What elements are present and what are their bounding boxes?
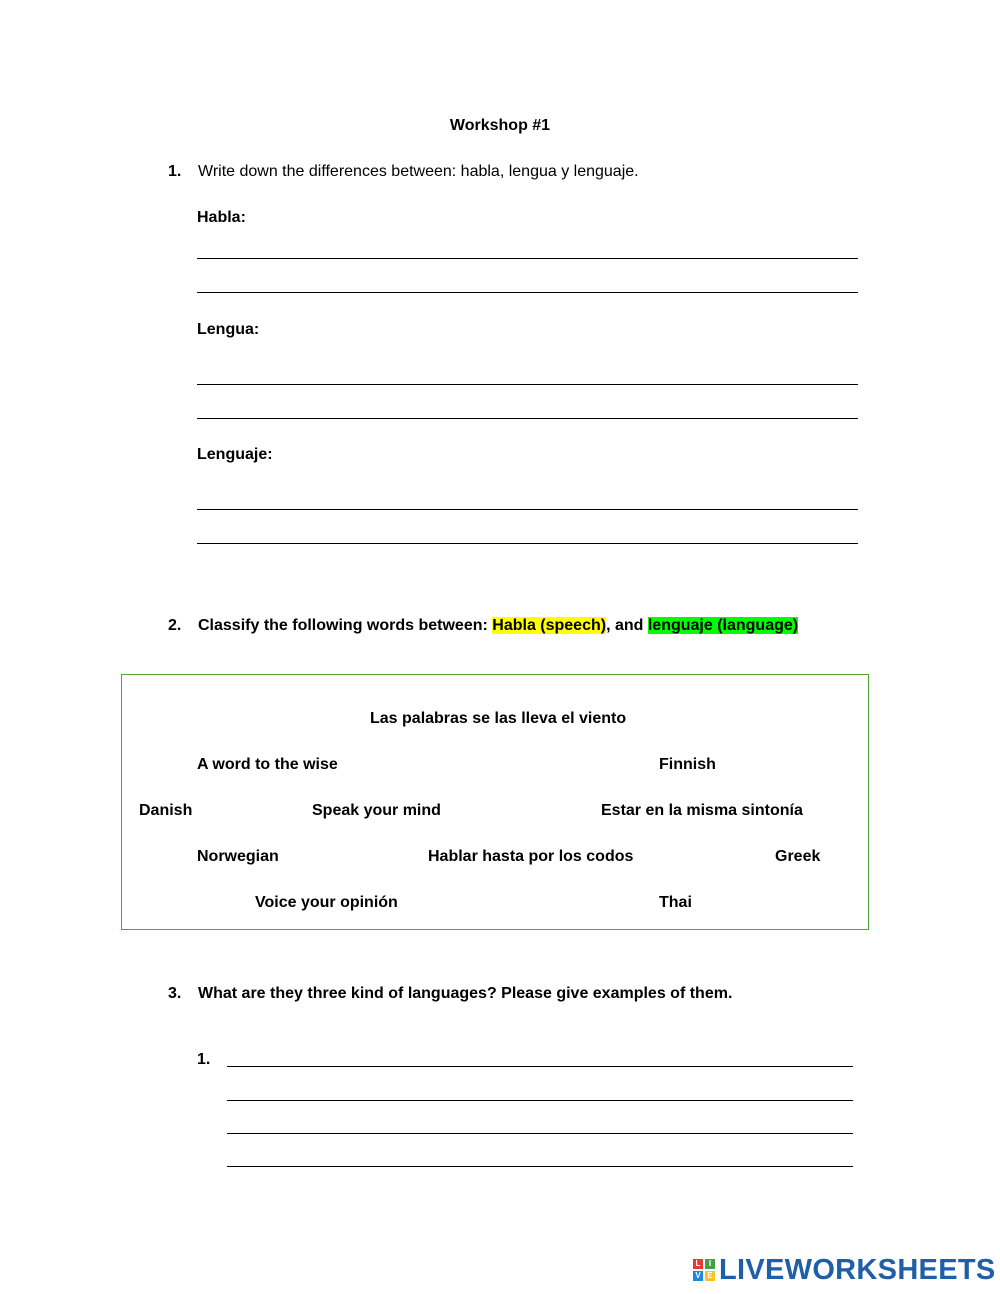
answer-line[interactable] bbox=[197, 258, 858, 259]
word-item[interactable]: Greek bbox=[775, 848, 821, 865]
label-lenguaje: Lenguaje: bbox=[197, 446, 273, 463]
question-2 bbox=[168, 617, 799, 635]
word-item[interactable]: Hablar hasta por los codos bbox=[428, 848, 634, 865]
sub-number: 1. bbox=[197, 1051, 211, 1068]
question-number: 1. bbox=[168, 163, 182, 180]
liveworksheets-logo bbox=[693, 1252, 996, 1288]
word-item[interactable]: Thai bbox=[659, 894, 692, 911]
word-item[interactable]: Las palabras se las lleva el viento bbox=[370, 710, 627, 727]
answer-line[interactable] bbox=[197, 509, 858, 510]
answer-line[interactable] bbox=[197, 292, 858, 293]
highlight-lenguaje: lenguaje (language) bbox=[647, 617, 799, 634]
page-title: Workshop #1 bbox=[449, 117, 551, 134]
word-item[interactable]: Finnish bbox=[659, 756, 716, 773]
question-1 bbox=[168, 163, 639, 181]
question-number: 2. bbox=[168, 617, 182, 634]
label-lengua: Lengua: bbox=[197, 321, 260, 338]
question-text bbox=[198, 617, 798, 635]
question-text: What are they three kind of languages? Please give examples of them. bbox=[198, 985, 733, 1002]
word-item[interactable]: Speak your mind bbox=[312, 802, 441, 819]
question-text-start: Classify the following words between: bbox=[198, 617, 493, 634]
word-item[interactable]: Estar en la misma sintonía bbox=[601, 802, 803, 819]
answer-line[interactable] bbox=[227, 1133, 853, 1134]
answer-line[interactable] bbox=[197, 418, 858, 419]
word-item[interactable]: A word to the wise bbox=[197, 756, 338, 773]
word-item[interactable]: Voice your opinión bbox=[255, 894, 398, 911]
word-item[interactable]: Danish bbox=[139, 802, 193, 819]
word-item[interactable]: Norwegian bbox=[197, 848, 279, 865]
label-habla: Habla: bbox=[197, 209, 246, 226]
logo-mark-icon: L I V E bbox=[693, 1259, 715, 1281]
question-3 bbox=[168, 985, 733, 1003]
question-number: 3. bbox=[168, 985, 182, 1002]
question-text-mid: , and bbox=[606, 617, 648, 634]
answer-line[interactable] bbox=[227, 1100, 853, 1101]
logo-text: LIVEWORKSHEETS bbox=[719, 1253, 996, 1286]
answer-line[interactable] bbox=[227, 1166, 853, 1167]
question-text: Write down the differences between: habla, lengua y lenguaje. bbox=[198, 163, 639, 180]
answer-line[interactable] bbox=[197, 543, 858, 544]
answer-line[interactable] bbox=[197, 384, 858, 385]
answer-line[interactable] bbox=[227, 1066, 853, 1067]
highlight-habla: Habla (speech) bbox=[492, 617, 607, 634]
word-bank-box bbox=[121, 674, 869, 930]
